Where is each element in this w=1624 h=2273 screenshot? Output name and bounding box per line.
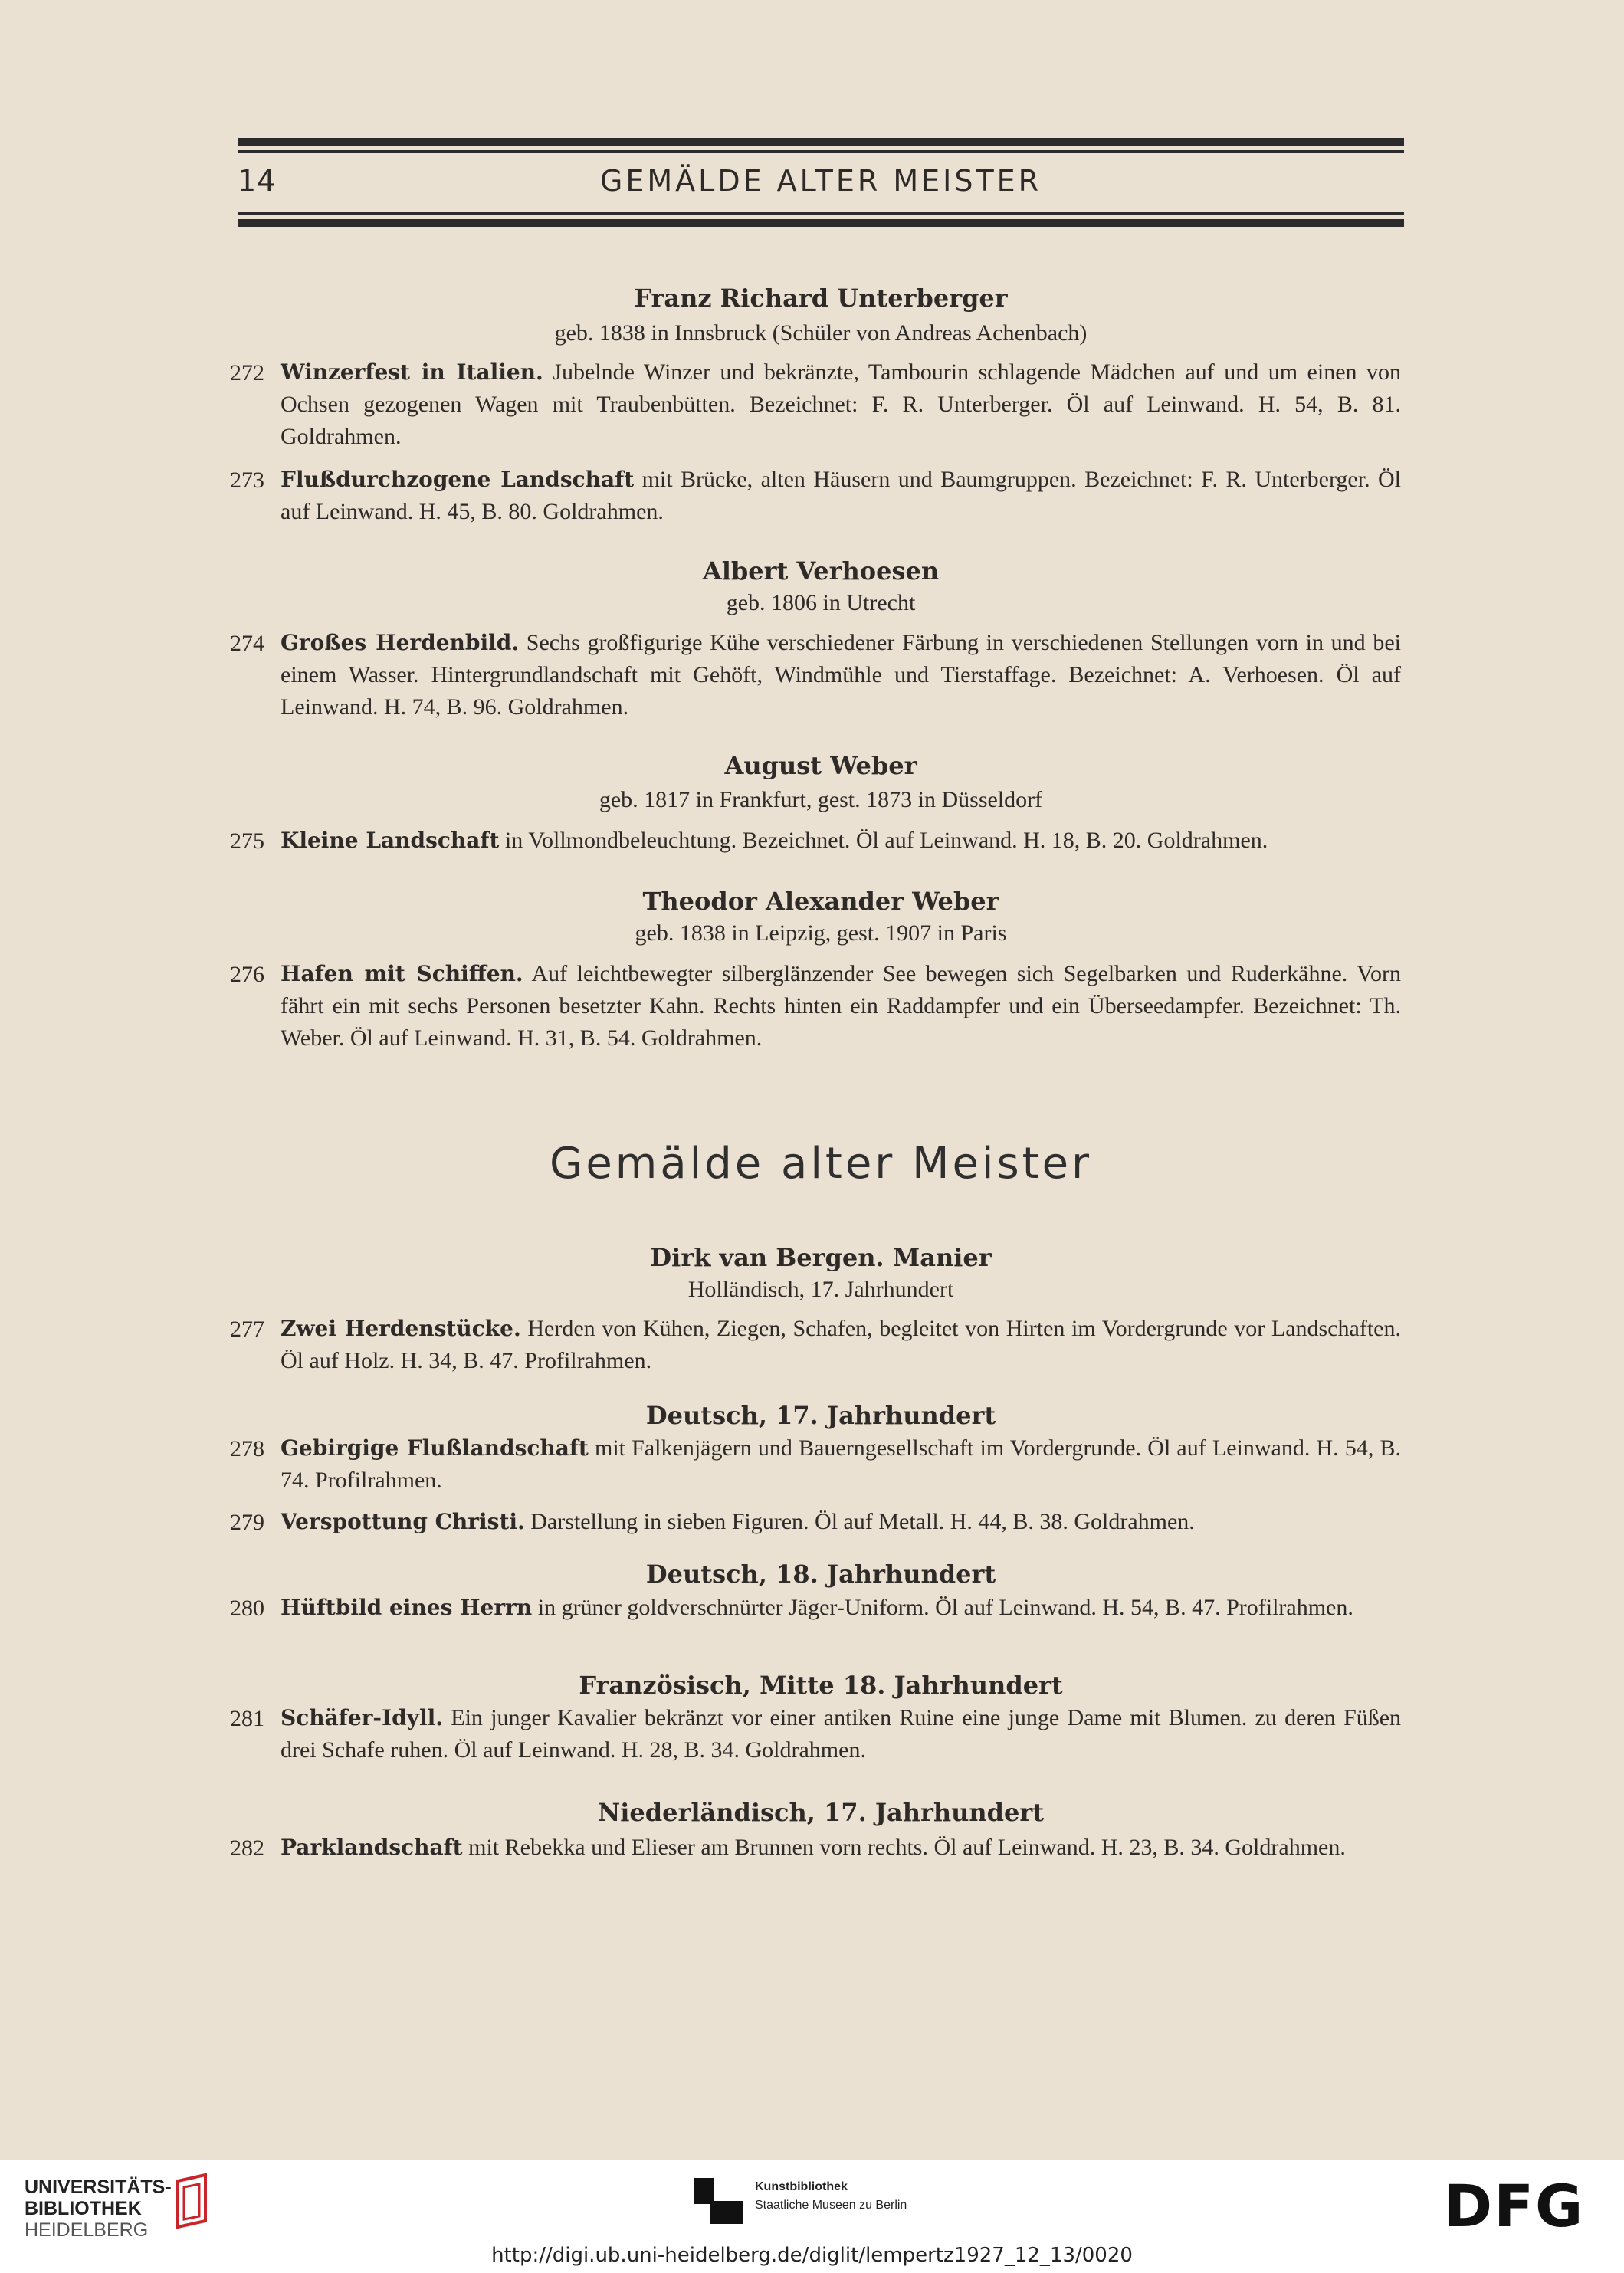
page-number: 14 [238, 164, 277, 198]
lot-title: Hüftbild eines Herrn [281, 1595, 533, 1620]
lot-entry [281, 356, 1401, 453]
lot-title: Hafen mit Schiffen. [281, 961, 523, 986]
source-url[interactable]: http://digi.ub.uni-heidelberg.de/diglit/lempertz1927_12_13/0020 [491, 2244, 1133, 2267]
lot-entry [281, 1506, 1401, 1538]
lot-entry [281, 958, 1401, 1055]
lot-title: Kleine Landschaft [281, 828, 500, 853]
header-rule-thick-top [238, 138, 1404, 146]
lot-description: Herden von Kühen, Ziegen, Schafen, begleitet von Hirten im Vordergrunde vor Landschaften. Öl auf Holz. H. 34, B. 47. Profilrahmen. [281, 1316, 1401, 1373]
lot-number: 278 [230, 1436, 264, 1461]
university-library-icon [161, 2170, 222, 2232]
lot-number: 279 [230, 1510, 264, 1535]
lot-number: 281 [230, 1706, 264, 1731]
artist-name: Franz Richard Unterberger [634, 284, 1008, 313]
lot-title: Verspottung Christi. [281, 1509, 525, 1534]
lot-entry [281, 1702, 1401, 1766]
lot-title: Winzerfest in Italien. [281, 359, 543, 385]
lot-description: Jubelnde Winzer und bekränzte, Tambourin schlagende Mädchen auf und um einen von Ochsen gezogenen Wagen mit Traubenbütten. Bezeichnet: F. R. Unterberger. Öl auf Leinwand. H. 54, B. 81. Goldrahmen. [281, 359, 1402, 449]
artist-bio: geb. 1838 in Leipzig, gest. 1907 in Paris [635, 920, 1007, 946]
header-rule-thin-bottom [238, 212, 1404, 215]
lot-number: 277 [230, 1317, 264, 1342]
kunstbibliothek-logo-text: Kunstbibliothek Staatliche Museen zu Berlin [755, 2180, 907, 2212]
section-title: Gemälde alter Meister [549, 1139, 1093, 1189]
lot-description: mit Falkenjägern und Bauerngesellschaft im Vordergrunde. Öl auf Leinwand. H. 54, B. 74. Profilrahmen. [281, 1435, 1401, 1493]
artist-bio: geb. 1838 in Innsbruck (Schüler von Andreas Achenbach) [554, 320, 1088, 346]
artist-name: Albert Verhoesen [702, 556, 940, 585]
lot-title: Zwei Herdenstücke. [281, 1316, 521, 1341]
lot-number: 276 [230, 962, 264, 987]
lot-number: 282 [230, 1835, 264, 1861]
kunstbibliothek-logo-icon [694, 2178, 743, 2224]
lot-title: Parklandschaft [281, 1835, 463, 1860]
lot-entry [281, 1313, 1401, 1377]
lot-description: Sechs großfigurige Kühe verschiedener Färbung in verschiedenen Stellungen vorn in und bei einem Wasser. Hintergrundlandschaft mit Gehöft, Windmühle und Tierstaffage. Bezeichnet: A. Verhoesen. Öl auf Leinwand. H. 74, B. 96. Goldrahmen. [281, 630, 1401, 720]
header-rule-thick-bottom [238, 219, 1404, 227]
header-rule-thin-top [238, 150, 1404, 153]
dfg-logo: DFG [1444, 2172, 1585, 2240]
lot-title: Großes Herdenbild. [281, 630, 520, 655]
artist-bio: geb. 1817 in Frankfurt, gest. 1873 in Düsseldorf [599, 787, 1043, 812]
lot-entry [281, 1592, 1401, 1624]
lot-title: Schäfer-Idyll. [281, 1705, 443, 1730]
lot-entry [281, 1832, 1401, 1864]
lot-description: in Vollmondbeleuchtung. Bezeichnet. Öl auf Leinwand. H. 18, B. 20. Goldrahmen. [504, 828, 1268, 853]
group-heading: Deutsch, 17. Jahrhundert [645, 1401, 996, 1430]
artist-name: Theodor Alexander Weber [642, 887, 999, 916]
lot-description: Darstellung in sieben Figuren. Öl auf Metall. H. 44, B. 38. Goldrahmen. [530, 1509, 1195, 1534]
lot-entry [281, 627, 1401, 723]
lot-number: 280 [230, 1596, 264, 1621]
group-heading: Niederländisch, 17. Jahrhundert [597, 1798, 1045, 1827]
lot-number: 274 [230, 631, 264, 656]
lot-number: 275 [230, 828, 264, 854]
lot-description: mit Brücke, alten Häusern und Baumgruppen. Bezeichnet: F. R. Unterberger. Öl auf Leinwand. H. 45, B. 80. Goldrahmen. [281, 467, 1402, 524]
lot-entry [281, 1432, 1401, 1497]
artist-bio: Holländisch, 17. Jahrhundert [687, 1277, 954, 1302]
artist-name: Dirk van Bergen. Manier [650, 1243, 992, 1272]
lot-entry [281, 464, 1401, 528]
lot-description: Ein junger Kavalier bekränzt vor einer antiken Ruine eine junge Dame mit Blumen. zu deren Füßen drei Schafe ruhen. Öl auf Leinwand. H. 28, B. 34. Goldrahmen. [281, 1705, 1402, 1763]
artist-name: August Weber [724, 751, 917, 780]
lot-number: 273 [230, 467, 264, 493]
running-title: GEMÄLDE ALTER MEISTER [599, 164, 1042, 198]
lot-entry [281, 825, 1401, 857]
group-heading: Französisch, Mitte 18. Jahrhundert [579, 1671, 1063, 1700]
lot-number: 272 [230, 360, 264, 385]
university-library-logo-text: UNIVERSITÄTS- BIBLIOTHEK HEIDELBERG [25, 2176, 172, 2241]
group-heading: Deutsch, 18. Jahrhundert [645, 1560, 996, 1589]
lot-description: mit Rebekka und Elieser am Brunnen vorn rechts. Öl auf Leinwand. H. 23, B. 34. Goldrahmen. [468, 1835, 1346, 1860]
lot-description: in grüner goldverschnürter Jäger-Uniform. Öl auf Leinwand. H. 54, B. 47. Profilrahmen. [537, 1595, 1353, 1620]
lot-title: Gebirgige Flußlandschaft [281, 1435, 589, 1461]
lot-description: Auf leichtbewegter silberglänzender See bewegen sich Segelbarken und Ruderkähne. Vorn fährt ein mit sechs Personen besetzter Kahn. Rechts hinten ein Raddampfer und ein Überseedampfer. Bezeichnet: Th. Weber. Öl auf Leinwand. H. 31, B. 54. Goldrahmen. [281, 961, 1401, 1051]
artist-bio: geb. 1806 in Utrecht [726, 590, 916, 615]
lot-title: Flußdurchzogene Landschaft [281, 467, 635, 492]
